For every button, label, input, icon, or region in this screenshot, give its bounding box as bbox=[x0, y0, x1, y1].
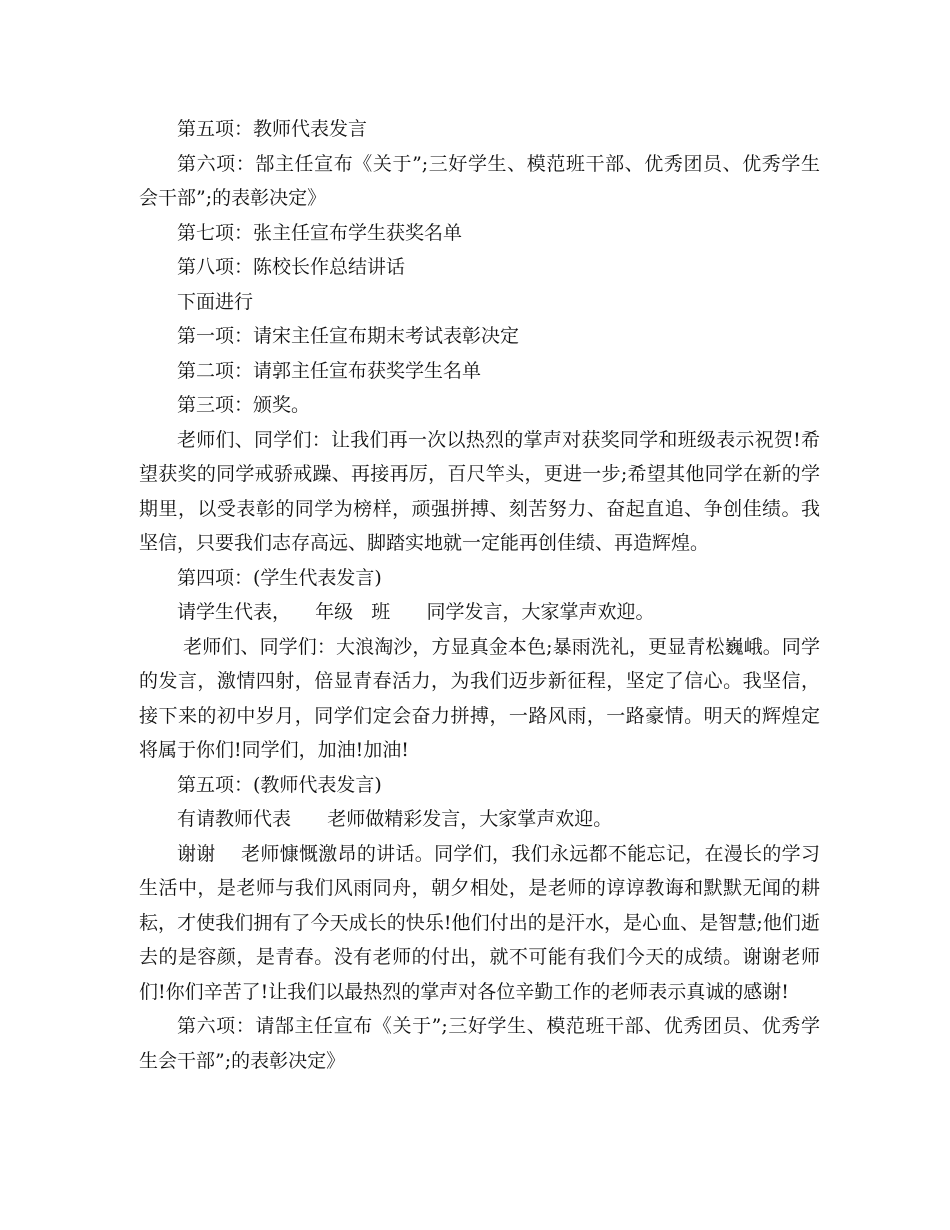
agenda-item-5: 第五项：教师代表发言 bbox=[177, 118, 368, 140]
step-6: 第六项：请郜主任宣布《关于”;三好学生、模范班干部、优秀团员、优秀学生会干部”;的表彰决定》 bbox=[139, 1015, 820, 1072]
teacher-speech-invite: 有请教师代表 老师做精彩发言，大家掌声欢迎。 bbox=[177, 808, 613, 830]
step-1: 第一项：请宋主任宣布期末考试表彰决定 bbox=[177, 325, 520, 347]
student-speech-comment: 老师们、同学们：大浪淘沙，方显真金本色;暴雨洗礼，更显青松巍峨。同学的发言，激情四射，倍显青春活力，为我们迈步新征程，坚定了信心。我坚信，接下来的初中岁月，同学们定会奋力拼搏，一路风雨，一路豪情。明天的辉煌定将属于你们!同学们，加油!加油! bbox=[139, 635, 821, 761]
congratulation-paragraph: 老师们、同学们：让我们再一次以热烈的掌声对获奖同学和班级表示祝贺!希望获奖的同学戒骄戒躁、再接再厉，百尺竿头，更进一步;希望其他同学在新的学期里，以受表彰的同学为榜样，顽强拼搏、刻苦努力、奋起直追、争创佳绩。我坚信，只要我们志存高远、脚踏实地就一定能再创佳绩、再造辉煌。 bbox=[139, 428, 820, 554]
step-2: 第二项：请郭主任宣布获奖学生名单 bbox=[177, 359, 482, 382]
agenda-item-6: 第六项：郜主任宣布《关于”;三好学生、模范班干部、优秀团员、优秀学生会干部”;的表彰决定》 bbox=[139, 152, 820, 209]
student-speech-invite: 请学生代表， 年级 班 同学发言，大家掌声欢迎。 bbox=[177, 601, 655, 623]
step-3: 第三项：颁奖。 bbox=[177, 394, 311, 416]
teacher-thanks-paragraph: 谢谢 老师慷慨激昂的讲话。同学们，我们永远都不能忘记，在漫长的学习生活中，是老师与我们风雨同舟，朝夕相处，是老师的谆谆教诲和默默无闻的耕耘，才使我们拥有了今天成长的快乐!他们付出的是汗水，是心血、是智慧;他们逝去的是容颜，是青春。没有老师的付出，就不可能有我们今天的成绩。谢谢老师们!你们辛苦了!让我们以最热烈的掌声对各位辛勤工作的老师表示真诚的感谢! bbox=[139, 842, 820, 1003]
proceed-heading: 下面进行 bbox=[177, 290, 254, 313]
agenda-item-8: 第八项：陈校长作总结讲话 bbox=[177, 256, 406, 278]
step-4: 第四项：(学生代表发言) bbox=[177, 566, 382, 589]
agenda-item-7: 第七项：张主任宣布学生获奖名单 bbox=[177, 221, 463, 244]
step-5: 第五项：(教师代表发言) bbox=[177, 773, 382, 796]
